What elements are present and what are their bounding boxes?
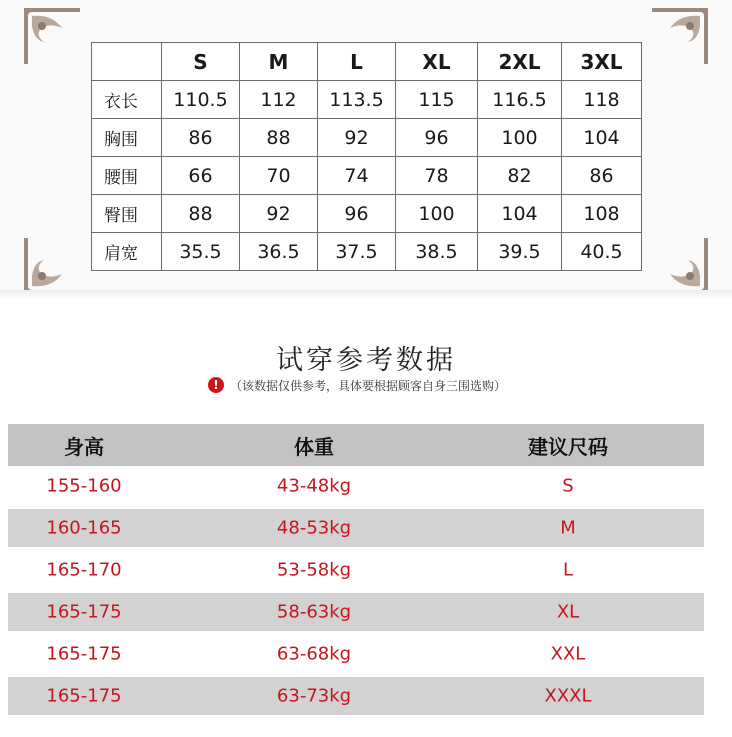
size-cell: L xyxy=(562,559,574,581)
size-header-cell: 3XL xyxy=(562,43,642,81)
table-cell: 82 xyxy=(478,157,562,195)
measure-label: 衣长 xyxy=(92,81,162,119)
size-cell: S xyxy=(562,475,574,497)
section-divider xyxy=(0,290,732,300)
height-cell: 160-165 xyxy=(46,517,122,539)
size-header-row xyxy=(92,43,642,81)
table-row xyxy=(8,593,704,631)
table-cell: 37.5 xyxy=(318,233,396,271)
table-cell: 70 xyxy=(240,157,318,195)
weight-cell: 43-48kg xyxy=(276,475,352,497)
height-cell: 155-160 xyxy=(46,475,122,497)
height-cell: 165-175 xyxy=(46,685,122,707)
size-cell: XXXL xyxy=(544,685,592,707)
table-cell: 35.5 xyxy=(162,233,240,271)
table-cell: 112 xyxy=(240,81,318,119)
table-cell: 92 xyxy=(318,119,396,157)
table-cell: 88 xyxy=(162,195,240,233)
table-row xyxy=(8,677,704,715)
size-cell: XXL xyxy=(550,643,586,665)
size-header-cell: S xyxy=(162,43,240,81)
weight-cell: 48-53kg xyxy=(276,517,352,539)
table-cell: 66 xyxy=(162,157,240,195)
fit-reference-title: 试穿参考数据 xyxy=(276,345,456,376)
table-cell: 100 xyxy=(478,119,562,157)
table-row xyxy=(92,119,642,157)
table-cell: 86 xyxy=(162,119,240,157)
table-row xyxy=(92,81,642,119)
size-header-cell: XL xyxy=(396,43,478,81)
size-chart-table xyxy=(91,42,642,271)
weight-cell: 63-73kg xyxy=(276,685,352,707)
table-row xyxy=(92,157,642,195)
table-cell: 78 xyxy=(396,157,478,195)
measure-label: 胸围 xyxy=(92,119,162,157)
table-cell: 74 xyxy=(318,157,396,195)
table-cell: 104 xyxy=(478,195,562,233)
table-cell: 116.5 xyxy=(478,81,562,119)
table-cell: 113.5 xyxy=(318,81,396,119)
height-cell: 165-175 xyxy=(46,643,122,665)
header-recommended-size: 建议尺码 xyxy=(528,434,608,459)
table-row xyxy=(8,551,704,589)
table-cell: 40.5 xyxy=(562,233,642,271)
table-cell: 108 xyxy=(562,195,642,233)
height-cell: 165-175 xyxy=(46,601,122,623)
header-height: 身高 xyxy=(64,434,104,459)
table-row xyxy=(8,509,704,547)
size-header-cell: M xyxy=(240,43,318,81)
table-cell: 92 xyxy=(240,195,318,233)
table-cell: 39.5 xyxy=(478,233,562,271)
table-cell: 104 xyxy=(562,119,642,157)
fit-table-header xyxy=(8,424,704,466)
size-cell: M xyxy=(560,517,576,539)
weight-cell: 58-63kg xyxy=(276,601,352,623)
table-cell: 88 xyxy=(240,119,318,157)
measure-label: 臀围 xyxy=(92,195,162,233)
size-header-cell: L xyxy=(318,43,396,81)
table-cell: 36.5 xyxy=(240,233,318,271)
fit-notice xyxy=(208,375,506,395)
exclamation-icon: ! xyxy=(208,377,224,393)
ornament-corner-bottom-left-icon xyxy=(22,236,82,296)
table-row xyxy=(92,233,642,271)
table-cell: 86 xyxy=(562,157,642,195)
table-row xyxy=(92,195,642,233)
weight-cell: 53-58kg xyxy=(276,559,352,581)
table-cell: 110.5 xyxy=(162,81,240,119)
table-cell: 96 xyxy=(318,195,396,233)
table-cell: 100 xyxy=(396,195,478,233)
table-cell: 38.5 xyxy=(396,233,478,271)
table-cell: 118 xyxy=(562,81,642,119)
table-row xyxy=(8,635,704,673)
ornament-corner-bottom-right-icon xyxy=(650,236,710,296)
table-row xyxy=(8,467,704,505)
ornament-corner-top-left-icon xyxy=(22,6,82,66)
fit-notice-text: （该数据仅供参考，具体要根据顾客自身三围选购） xyxy=(230,378,507,393)
measure-label: 腰围 xyxy=(92,157,162,195)
table-cell: 115 xyxy=(396,81,478,119)
size-header-cell: 2XL xyxy=(478,43,562,81)
table-cell: 96 xyxy=(396,119,478,157)
height-cell: 165-170 xyxy=(46,559,122,581)
ornament-corner-top-right-icon xyxy=(650,6,710,66)
size-chart-panel xyxy=(0,0,732,290)
header-weight: 体重 xyxy=(294,434,334,459)
measure-label: 肩宽 xyxy=(92,233,162,271)
size-cell: XL xyxy=(556,601,580,623)
weight-cell: 63-68kg xyxy=(276,643,352,665)
size-header-empty xyxy=(92,43,162,81)
